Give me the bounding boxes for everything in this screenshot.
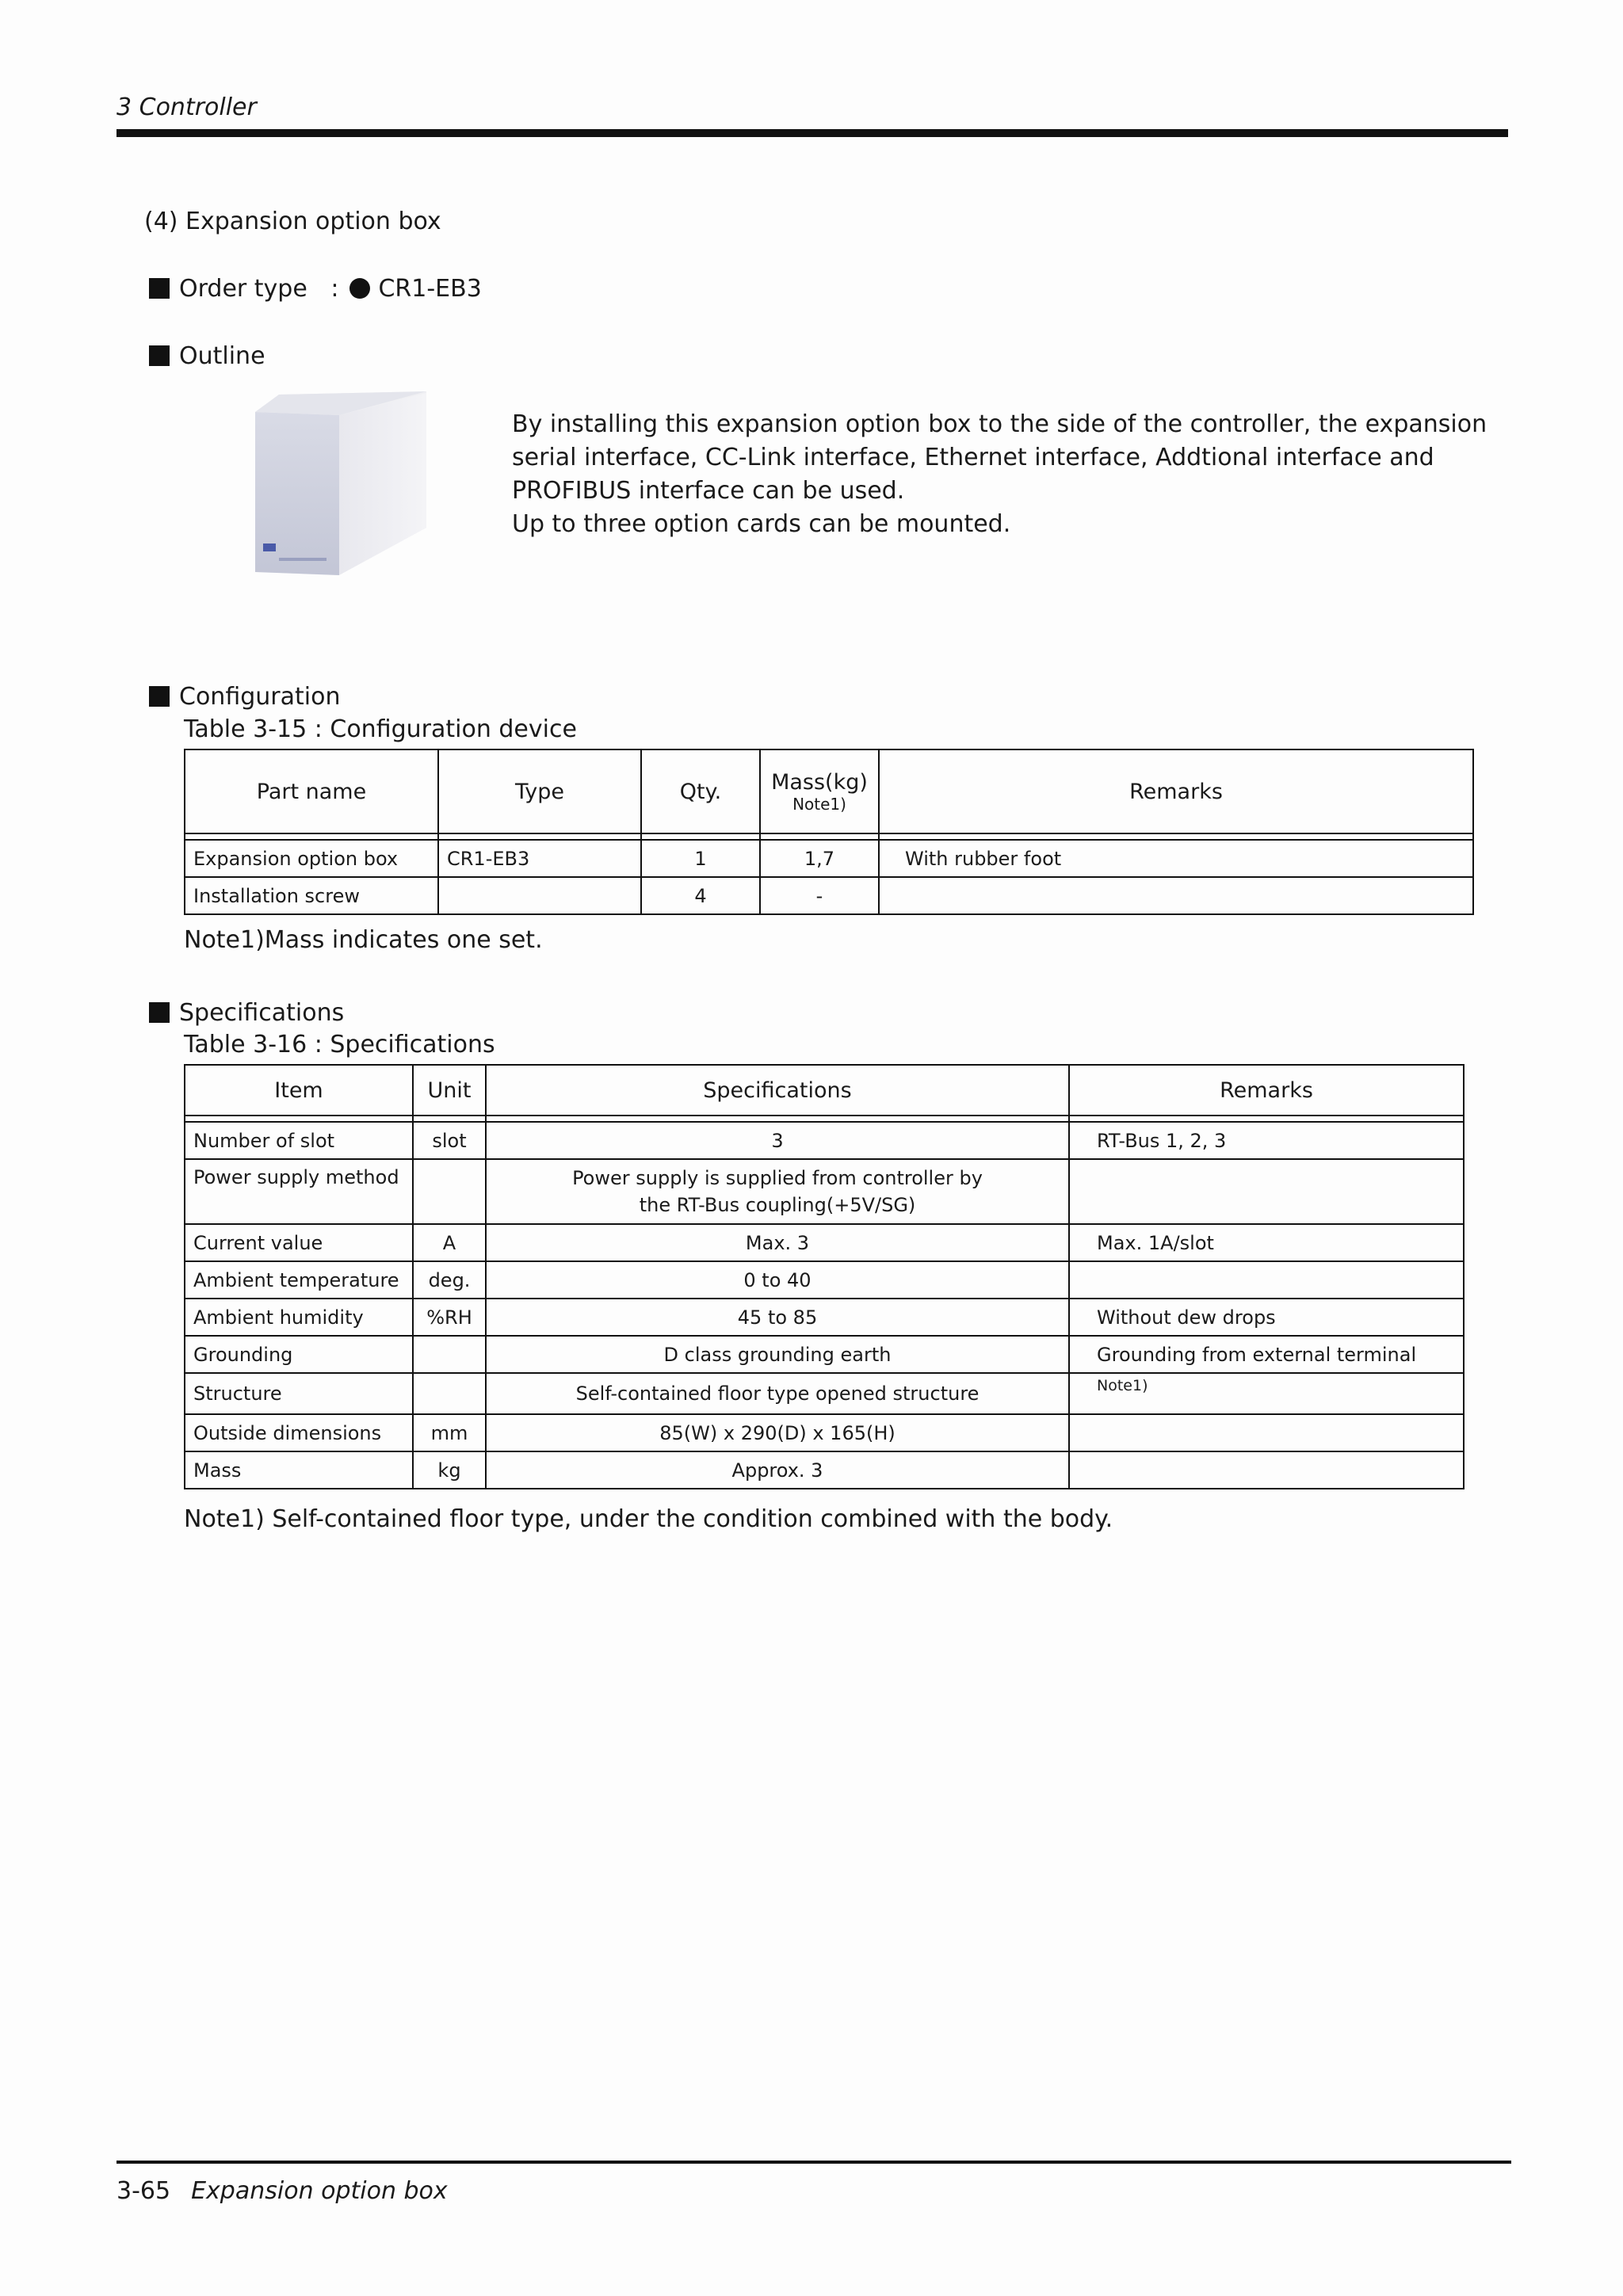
order-type-line	[149, 275, 482, 303]
cell-spec-line: Power supply is supplied from controller by	[572, 1167, 983, 1189]
cell-remarks	[1069, 1414, 1464, 1451]
outline-line: By installing this expansion option box to the side of the controller, the expansion	[512, 410, 1487, 438]
table-row	[185, 1373, 1464, 1414]
configuration-heading-line	[149, 683, 340, 711]
cell-item: Current value	[185, 1224, 413, 1261]
mass-note-label: Note1)	[792, 794, 846, 814]
table-row	[185, 1451, 1464, 1489]
cell-mass: 1,7	[760, 840, 879, 877]
cell-unit: %RH	[413, 1299, 486, 1336]
cell-remarks	[1069, 1261, 1464, 1299]
footer	[116, 2177, 448, 2205]
cell-spec: 0 to 40	[486, 1261, 1069, 1299]
mass-label: Mass(kg)	[771, 769, 868, 795]
outline-line: PROFIBUS interface can be used.	[512, 477, 905, 505]
bullet-circle-icon	[349, 278, 370, 299]
cell-unit	[413, 1159, 486, 1224]
footer-title: Expansion option box	[191, 2177, 448, 2205]
table-row	[185, 1224, 1464, 1261]
bullet-square-icon	[149, 1002, 170, 1023]
specifications-table-title: Table 3-16 : Specifications	[184, 1031, 495, 1058]
bullet-square-icon	[149, 278, 170, 299]
cell-unit	[413, 1336, 486, 1373]
cell-part: Expansion option box	[185, 840, 438, 877]
cell-item: Structure	[185, 1373, 413, 1414]
cell-spec: 85(W) x 290(D) x 165(H)	[486, 1414, 1069, 1451]
col-header-type: Type	[438, 749, 641, 833]
cell-spec-line: the RT-Bus coupling(+5V/SG)	[639, 1194, 916, 1216]
specifications-table	[184, 1064, 1465, 1489]
order-type-separator: :	[330, 275, 339, 303]
cell-part: Installation screw	[185, 877, 438, 914]
specifications-heading: Specifications	[179, 999, 345, 1027]
configuration-heading: Configuration	[179, 683, 341, 711]
configuration-note: Note1)Mass indicates one set.	[184, 926, 543, 954]
outline-line: serial interface, CC-Link interface, Ethernet interface, Addtional interface and	[512, 444, 1434, 471]
order-type-value: CR1-EB3	[378, 275, 482, 303]
cell-remarks: Max. 1A/slot	[1069, 1224, 1464, 1261]
table-row	[185, 840, 1473, 877]
cell-unit: deg.	[413, 1261, 486, 1299]
page-number: 3-65	[116, 2177, 171, 2205]
cell-spec: Approx. 3	[486, 1451, 1069, 1489]
specifications-note: Note1) Self-contained floor type, under the condition combined with the body.	[184, 1505, 1113, 1533]
col-header-remarks: Remarks	[1069, 1065, 1464, 1116]
specifications-heading-line	[149, 999, 344, 1027]
cell-spec: Self-contained floor type opened structure	[486, 1373, 1069, 1414]
cell-spec: 45 to 85	[486, 1299, 1069, 1336]
cell-unit: slot	[413, 1122, 486, 1159]
cell-item: Power supply method	[185, 1159, 413, 1224]
table-row	[185, 1261, 1464, 1299]
section-heading: (4) Expansion option box	[144, 208, 441, 235]
table-header-row	[185, 749, 1473, 833]
cell-item: Ambient temperature	[185, 1261, 413, 1299]
col-header-remarks: Remarks	[879, 749, 1473, 833]
cell-item: Mass	[185, 1451, 413, 1489]
table-row	[185, 1159, 1464, 1224]
col-header-specifications: Specifications	[486, 1065, 1069, 1116]
col-header-part-name: Part name	[185, 749, 438, 833]
order-type-label: Order type	[179, 275, 307, 303]
cell-spec: Max. 3	[486, 1224, 1069, 1261]
cell-type: CR1-EB3	[438, 840, 641, 877]
col-header-qty: Qty.	[641, 749, 760, 833]
cell-item: Grounding	[185, 1336, 413, 1373]
outline-heading-line	[149, 342, 265, 370]
cell-remarks	[1069, 1159, 1464, 1224]
header-title: 3 Controller	[116, 93, 257, 121]
bullet-square-icon	[149, 345, 170, 366]
col-header-item: Item	[185, 1065, 413, 1116]
outline-description	[512, 408, 1510, 541]
outline-heading: Outline	[179, 342, 265, 370]
table-row	[185, 877, 1473, 914]
configuration-table	[184, 749, 1474, 915]
col-header-mass	[760, 749, 879, 833]
cell-unit: A	[413, 1224, 486, 1261]
table-row	[185, 1122, 1464, 1159]
table-gap-row	[185, 1116, 1464, 1122]
cell-spec: 3	[486, 1122, 1069, 1159]
footer-rule	[116, 2161, 1511, 2164]
bullet-square-icon	[149, 686, 170, 707]
configuration-table-title: Table 3-15 : Configuration device	[184, 715, 577, 743]
cell-remarks	[1069, 1451, 1464, 1489]
cell-unit: kg	[413, 1451, 486, 1489]
cell-spec: D class grounding earth	[486, 1336, 1069, 1373]
cell-mass: -	[760, 877, 879, 914]
cell-unit: mm	[413, 1414, 486, 1451]
outline-line: Up to three option cards can be mounted.	[512, 510, 1011, 538]
header-rule	[116, 129, 1508, 137]
cell-item: Number of slot	[185, 1122, 413, 1159]
cell-item: Ambient humidity	[185, 1299, 413, 1336]
cell-remarks: RT-Bus 1, 2, 3	[1069, 1122, 1464, 1159]
table-row	[185, 1336, 1464, 1373]
cell-unit	[413, 1373, 486, 1414]
cell-remarks: Without dew drops	[1069, 1299, 1464, 1336]
cell-qty: 1	[641, 840, 760, 877]
table-row	[185, 1414, 1464, 1451]
cell-remarks-note: Note1)	[1069, 1373, 1464, 1414]
table-gap-row	[185, 833, 1473, 840]
cell-type	[438, 877, 641, 914]
cell-remarks	[879, 877, 1473, 914]
cell-item: Outside dimensions	[185, 1414, 413, 1451]
table-row	[185, 1299, 1464, 1336]
cell-remarks: With rubber foot	[879, 840, 1473, 877]
expansion-box-image	[252, 388, 434, 578]
table-header-row	[185, 1065, 1464, 1116]
cell-qty: 4	[641, 877, 760, 914]
col-header-unit: Unit	[413, 1065, 486, 1116]
cell-remarks: Grounding from external terminal	[1069, 1336, 1464, 1373]
cell-spec	[486, 1159, 1069, 1224]
